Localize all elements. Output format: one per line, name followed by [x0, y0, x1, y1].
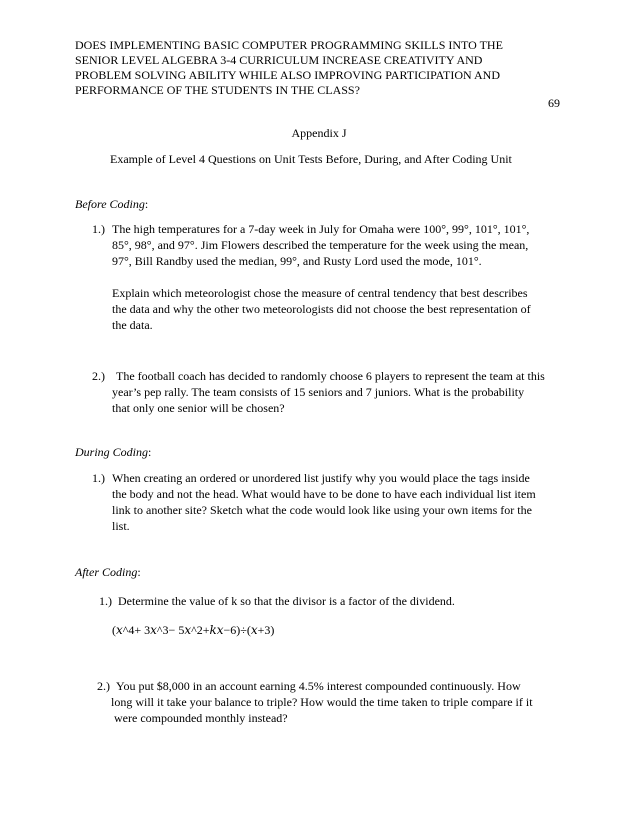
question-line: 97°, Bill Randby used the median, 99°, and Rusty Lord used the mode, 101°.: [112, 254, 482, 268]
question-number: 2.): [97, 679, 110, 693]
before-question-2: [92, 368, 572, 416]
question-line: list.: [112, 519, 130, 533]
section-heading-text: After Coding: [75, 565, 138, 579]
section-heading-text: During Coding: [75, 445, 149, 459]
header-line: DOES IMPLEMENTING BASIC COMPUTER PROGRAMMING SKILLS INTO THE: [75, 38, 503, 52]
heading-colon: :: [148, 445, 152, 459]
question-line: long will it take your balance to triple? How would the time taken to triple compare if it: [111, 695, 533, 709]
header-line: SENIOR LEVEL ALGEBRA 3-4 CURRICULUM INCREASE CREATIVITY AND: [75, 53, 483, 67]
section-heading-before: [75, 197, 148, 212]
heading-colon: :: [137, 565, 141, 579]
appendix-subtitle: Example of Level 4 Questions on Unit Tests Before, During, and After Coding Unit: [110, 152, 512, 166]
header-line: PROBLEM SOLVING ABILITY WHILE ALSO IMPROVING PARTICIPATION AND: [75, 68, 500, 82]
question-number: 1.): [92, 471, 105, 485]
section-heading-text: Before Coding: [75, 197, 145, 211]
section-heading-during: [75, 445, 151, 460]
polynomial-expression: (𝑥^4+ 3𝑥^3− 5𝑥^2+𝑘𝑥−6)÷(𝑥+3): [112, 623, 275, 637]
question-line: The high temperatures for a 7-day week in July for Omaha were 100°, 99°, 101°, 101°,: [112, 222, 530, 236]
section-heading-after: [75, 565, 141, 580]
question-line: the data.: [112, 318, 153, 332]
after-question-2: [97, 678, 567, 726]
appendix-title: Appendix J: [291, 126, 347, 140]
question-line: link to another site? Sketch what the code would look like using your own items for the: [112, 503, 532, 517]
before-question-1: [92, 221, 562, 333]
question-number: 1.): [92, 222, 105, 236]
question-line: Explain which meteorologist chose the measure of central tendency that best describes: [112, 286, 528, 300]
question-line: the data and why the other two meteorologists did not choose the best representation of: [112, 302, 531, 316]
question-number: 2.): [92, 369, 105, 383]
question-line: year’s pep rally. The team consists of 15 seniors and 7 juniors. What is the probability: [112, 385, 525, 399]
during-question-1: [92, 470, 562, 534]
heading-colon: :: [144, 197, 149, 211]
question-line: the body and not the head. What would have to be done to have each individual list item: [112, 487, 536, 501]
page-number: 69: [548, 96, 560, 110]
question-line: The football coach has decided to randomly choose 6 players to represent the team at this: [116, 369, 545, 383]
question-number: 1.): [99, 594, 112, 608]
after-question-1: [99, 593, 559, 609]
question-line: that only one senior will be chosen?: [112, 401, 285, 415]
question-line: were compounded monthly instead?: [114, 711, 288, 725]
question-line: Determine the value of k so that the divisor is a factor of the dividend.: [118, 594, 455, 608]
question-line: When creating an ordered or unordered list justify why you would place the tags inside: [112, 471, 530, 485]
question-line: 85°, 98°, and 97°. Jim Flowers described the temperature for the week using the mean,: [112, 238, 529, 252]
running-header: [75, 38, 575, 98]
header-line: PERFORMANCE OF THE STUDENTS IN THE CLASS?: [75, 83, 360, 97]
question-line: You put $8,000 in an account earning 4.5% interest compounded continuously. How: [116, 679, 521, 693]
